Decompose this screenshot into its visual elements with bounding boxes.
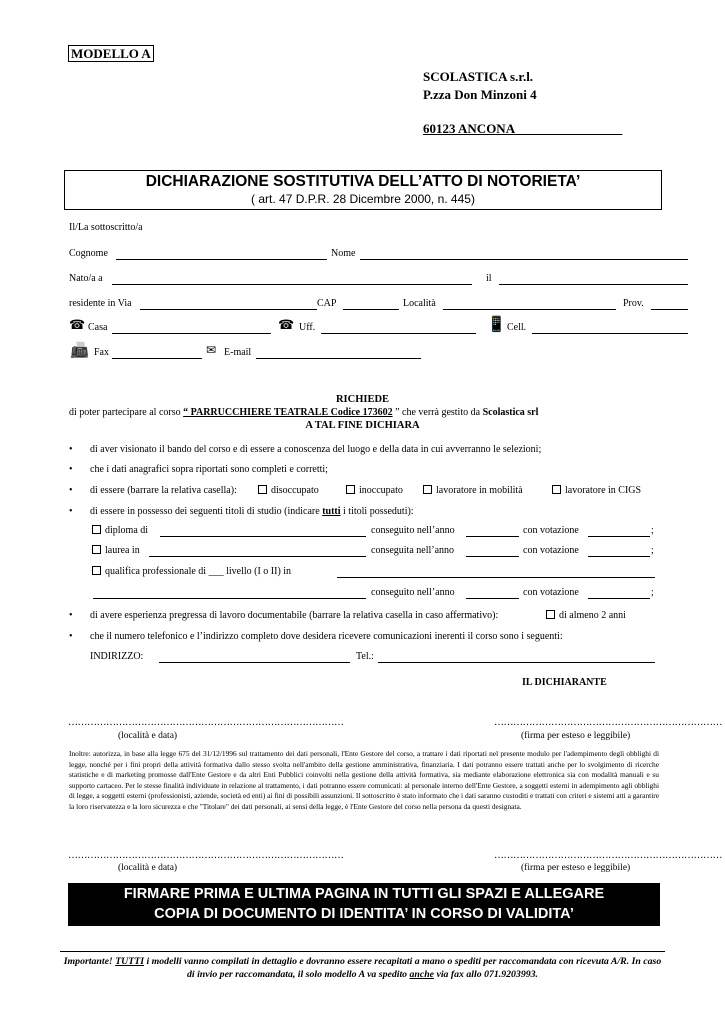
checkbox-icon — [346, 485, 355, 494]
tel-label: Tel.: — [356, 651, 374, 662]
checkbox-icon — [552, 485, 561, 494]
company-address: P.zza Don Minzoni 4 — [423, 87, 537, 102]
mobile-phone-icon: 📱 — [487, 315, 506, 333]
qualifica-field[interactable] — [337, 577, 655, 578]
localita-data-dots[interactable]: …………………………………………………………………………… — [68, 717, 344, 728]
localita-field[interactable] — [443, 309, 616, 310]
prov-field[interactable] — [651, 309, 688, 310]
richiede-heading: RICHIEDE — [335, 394, 390, 405]
localita-data-caption: (località e data) — [118, 731, 178, 741]
document-subtitle: ( art. 47 D.P.R. 28 Dicembre 2000, n. 445) — [251, 192, 475, 206]
bullet: • — [69, 610, 73, 621]
qualifica-anno-field[interactable] — [466, 598, 519, 599]
indirizzo-field[interactable] — [159, 662, 350, 663]
diploma-checkbox[interactable]: diploma di — [92, 525, 148, 536]
laurea-anno-label: conseguita nell’anno — [371, 545, 455, 556]
telefono-statement: che il numero telefonico e l’indirizzo completo dove desidera ricevere comunicazioni inerenti il corso sono i seguenti: — [90, 631, 563, 642]
cognome-label: Cognome — [69, 248, 108, 259]
title-box — [64, 170, 662, 210]
dichiara-heading: A TAL FINE DICHIARA — [305, 420, 420, 431]
checkbox-icon — [92, 566, 101, 575]
company-city: 60123 ANCONA — [423, 121, 516, 136]
diploma-anno-field[interactable] — [466, 536, 519, 537]
semicolon: ; — [651, 587, 654, 598]
qualifica-checkbox[interactable]: qualifica professionale di ___ livello (I o II) in — [92, 566, 291, 577]
semicolon: ; — [651, 545, 654, 556]
il-label: il — [486, 273, 492, 284]
bullet: • — [69, 464, 73, 475]
checkbox-icon — [258, 485, 267, 494]
bullet: • — [69, 485, 73, 496]
inoccupato-checkbox[interactable]: inoccupato — [346, 485, 403, 496]
fax-icon: 📠 — [70, 341, 89, 359]
cap-field[interactable] — [343, 309, 399, 310]
laurea-anno-field[interactable] — [466, 556, 519, 557]
document-title: DICHIARAZIONE SOSTITUTIVA DELL’ATTO DI NOTORIETA’ — [145, 173, 581, 190]
firma-dots-2[interactable]: ……………………………………………………………… — [494, 850, 722, 861]
localita-label: Località — [403, 298, 436, 309]
residente-label: residente in Via — [69, 298, 132, 309]
qualifica-field-continued[interactable] — [93, 598, 366, 599]
mobilita-checkbox[interactable]: lavoratore in mobilità — [423, 485, 523, 496]
casa-label: Casa — [88, 322, 108, 333]
semicolon: ; — [651, 525, 654, 536]
checkbox-icon — [92, 545, 101, 554]
email-icon: ✉ — [206, 343, 217, 357]
titoli-statement: di essere in possesso dei seguenti titoli di studio (indicare tutti i titoli posseduti): — [90, 506, 414, 517]
diploma-votazione-field[interactable] — [588, 536, 650, 537]
nome-field[interactable] — [360, 259, 688, 260]
laurea-votazione-field[interactable] — [588, 556, 650, 557]
nato-label: Nato/a a — [69, 273, 103, 284]
checkbox-icon — [423, 485, 432, 494]
cell-field[interactable] — [532, 333, 688, 334]
prov-label: Prov. — [623, 298, 644, 309]
diploma-votazione-label: con votazione — [523, 525, 579, 536]
sottoscritto-label: Il/La sottoscritto/a — [69, 222, 143, 233]
cognome-field[interactable] — [116, 259, 327, 260]
uff-field[interactable] — [321, 333, 476, 334]
disoccupato-checkbox[interactable]: disoccupato — [258, 485, 319, 496]
almeno-2-anni-checkbox[interactable]: di almeno 2 anni — [546, 610, 626, 621]
fax-label: Fax — [94, 347, 109, 358]
banner-line-1: FIRMARE PRIMA E ULTIMA PAGINA IN TUTTI GLI SPAZI E ALLEGARE — [123, 886, 605, 902]
firma-caption: (firma per esteso e leggibile) — [521, 731, 631, 741]
footer-divider — [60, 951, 665, 952]
nome-label: Nome — [331, 248, 356, 259]
qualifica-anno-label: conseguito nell’anno — [371, 587, 455, 598]
bando-statement: di aver visionato il bando del corso e di essere a conoscenza del luogo e della data in cui avverranno le selezioni; — [90, 444, 542, 455]
email-field[interactable] — [256, 358, 421, 359]
banner-line-2: COPIA DI DOCUMENTO DI IDENTITA’ IN CORSO DI VALIDITA’ — [154, 906, 574, 922]
indirizzo-label: INDIRIZZO: — [90, 651, 144, 662]
localita-data-caption-2: (località e data) — [118, 863, 178, 873]
privacy-notice: Inoltre: autorizza, in base alla legge 675 del 31/12/1996 sul trattamento dei dati personali, l'Ente Gestore del corso, a trattare i dati riportati nel presente modulo per l'adempimento degli obblighi di legge, nonché per i fini propri della attività formativa dallo stesso svolta nell'ambito della gestione amministrativa, finanziaria. I dati potranno essere trattati anche per lo svolgimento di ricerche statistiche e di marketing promosse dall'Ente Gestore e da altri Enti Pubblici coinvolti nella gestione della attività formativa, sia mediante elaborazione elettronica sia con modalità manuali e su supporto cartaceo. Per le stesse finalità individuate in relazione al trattamento, i dati potranno essere comunicati: al personale interno dell'Ente Gestore, a soggetti esterni in adempimento agli obblighi di legge, a soggetti esterni (professionisti, aziende, società ed enti) ai fini di possibili assunzioni. Il sottoscritto è stato informato che i dati saranno custoditi e trattati con criteri e sistemi atti a garantire la loro riservatezza e la loro sicurezza e che "Titolare" dei dati personali, ai sensi della legge, è l'Ente Gestore del corso nella persona da questi designata. — [69, 749, 659, 811]
uff-label: Uff. — [299, 322, 316, 333]
bullet: • — [69, 631, 73, 642]
localita-data-dots-2[interactable]: …………………………………………………………………………… — [68, 850, 344, 861]
tel-field[interactable] — [378, 662, 655, 663]
cigs-checkbox[interactable]: lavoratore in CIGS — [552, 485, 641, 496]
cell-label: Cell. — [507, 322, 527, 333]
casa-field[interactable] — [112, 333, 271, 334]
company-name: SCOLASTICA s.r.l. — [423, 69, 534, 84]
bullet: • — [69, 444, 73, 455]
bullet: • — [69, 506, 73, 517]
warning-banner — [68, 883, 660, 926]
stato-statement: di essere (barrare la relativa casella): — [90, 485, 237, 496]
qualifica-votazione-label: con votazione — [523, 587, 579, 598]
nato-field[interactable] — [112, 284, 472, 285]
dati-statement: che i dati anagrafici sopra riportati sono completi e corretti; — [90, 464, 328, 475]
richiede-text: di poter partecipare al corso “ PARRUCCHIERE TEATRALE Codice 173602 ” che verrà gestito da Scolastica srl — [69, 407, 539, 418]
dichiarante-label: IL DICHIARANTE — [522, 677, 607, 688]
telephone-icon: ☎ — [69, 318, 86, 333]
via-field[interactable] — [140, 309, 317, 310]
modello-label: MODELLO A — [68, 45, 154, 62]
firma-dots[interactable]: ……………………………………………………………… — [494, 717, 722, 728]
laurea-checkbox[interactable]: laurea in — [92, 545, 140, 556]
diploma-field[interactable] — [160, 536, 366, 537]
qualifica-votazione-field[interactable] — [588, 598, 650, 599]
data-nascita-field[interactable] — [499, 284, 688, 285]
cap-label: CAP — [317, 298, 337, 309]
laurea-votazione-label: con votazione — [523, 545, 579, 556]
diploma-anno-label: conseguito nell’anno — [371, 525, 455, 536]
footer-note: Importante! TUTTI i modelli vanno compilati in dettaglio e dovranno essere recapitati a mano o spediti per raccomandata con ricevuta A/R. In caso di invio per raccomandata, il solo modello A va spedito anche via fax allo 071.9203993. — [63, 956, 662, 980]
checkbox-icon — [92, 525, 101, 534]
email-label: E-mail — [224, 347, 252, 358]
esperienza-statement: di avere esperienza pregressa di lavoro documentabile (barrare la relativa casella in caso affermativo): — [90, 610, 499, 621]
laurea-field[interactable] — [149, 556, 366, 557]
checkbox-icon — [546, 610, 555, 619]
firma-caption-2: (firma per esteso e leggibile) — [521, 863, 631, 873]
fax-field[interactable] — [112, 358, 202, 359]
telephone-icon: ☎ — [278, 318, 295, 333]
